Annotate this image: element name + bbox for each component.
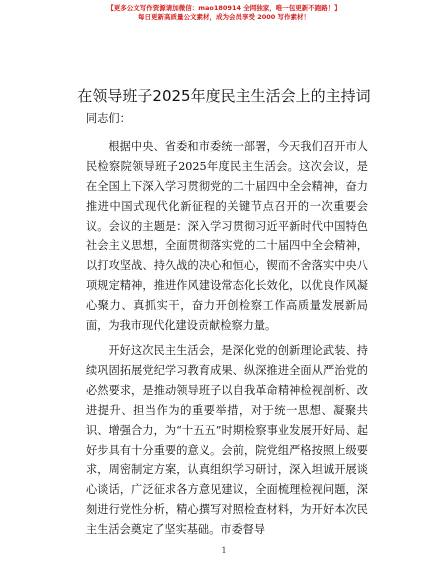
paragraph-2: 开好这次民主生活会，是深化党的创新理论武装、持续巩固拓展党纪学习教育成果、纵深推进全面从严治党的必然要求，是推动领导班子以自我革命精神检视剖析、改进提升、担当作为的重要举措，对于统一思想、凝聚共识、增强合力，为“十五五”时期检察事业发展开好局、起好步具有十分重要的意义。会前，院党组严格按照上级要求，周密制定方案，认真组织学习研讨，深入坦诚开展谈心谈话，广泛征求各方意见建议，全面梳理检视问题，深刻进行党性分析，精心撰写对照检查材料，为开好本次民主生活会奠定了坚实基础。市委督导 — [86, 343, 368, 537]
greeting: 同志们： — [86, 112, 131, 125]
paragraph-1: 根据中央、省委和市委统一部署，今天我们召开市人民检察院领导班子2025年度民主生活会。这次会议，是在全国上下深入学习贯彻党的二十届四中全会精神，奋力推进中国式现代化新征程的关键节点召开的一次重要会议。会议的主题是：深入学习贯彻习近平新时代中国特色社会主义思想，全面贯彻落实党的二十届四中全会精神，以打攻坚战、持久战的决心和恒心，锲而不舍落实中央八项规定精神，推进作风建设常态化长效化，以优良作风凝心聚力、真抓实干，奋力开创检察工作高质量发展新局面，为我市现代化建设贡献检察力量。 — [86, 139, 368, 333]
document-body — [86, 109, 368, 540]
promo-header-line1: 【更多公文写作资源请加微信：mao180914 全网独家，唯一包更新不跑路！】 — [107, 4, 341, 12]
document-title: 在领导班子2025年度民主生活会上的主持词 — [77, 87, 371, 105]
promo-header — [0, 4, 448, 22]
page-number: 1 — [221, 546, 227, 555]
promo-header-line2: 每日更新高质量公文素材，成为会员享受 2000 写作素材！ — [137, 13, 311, 21]
